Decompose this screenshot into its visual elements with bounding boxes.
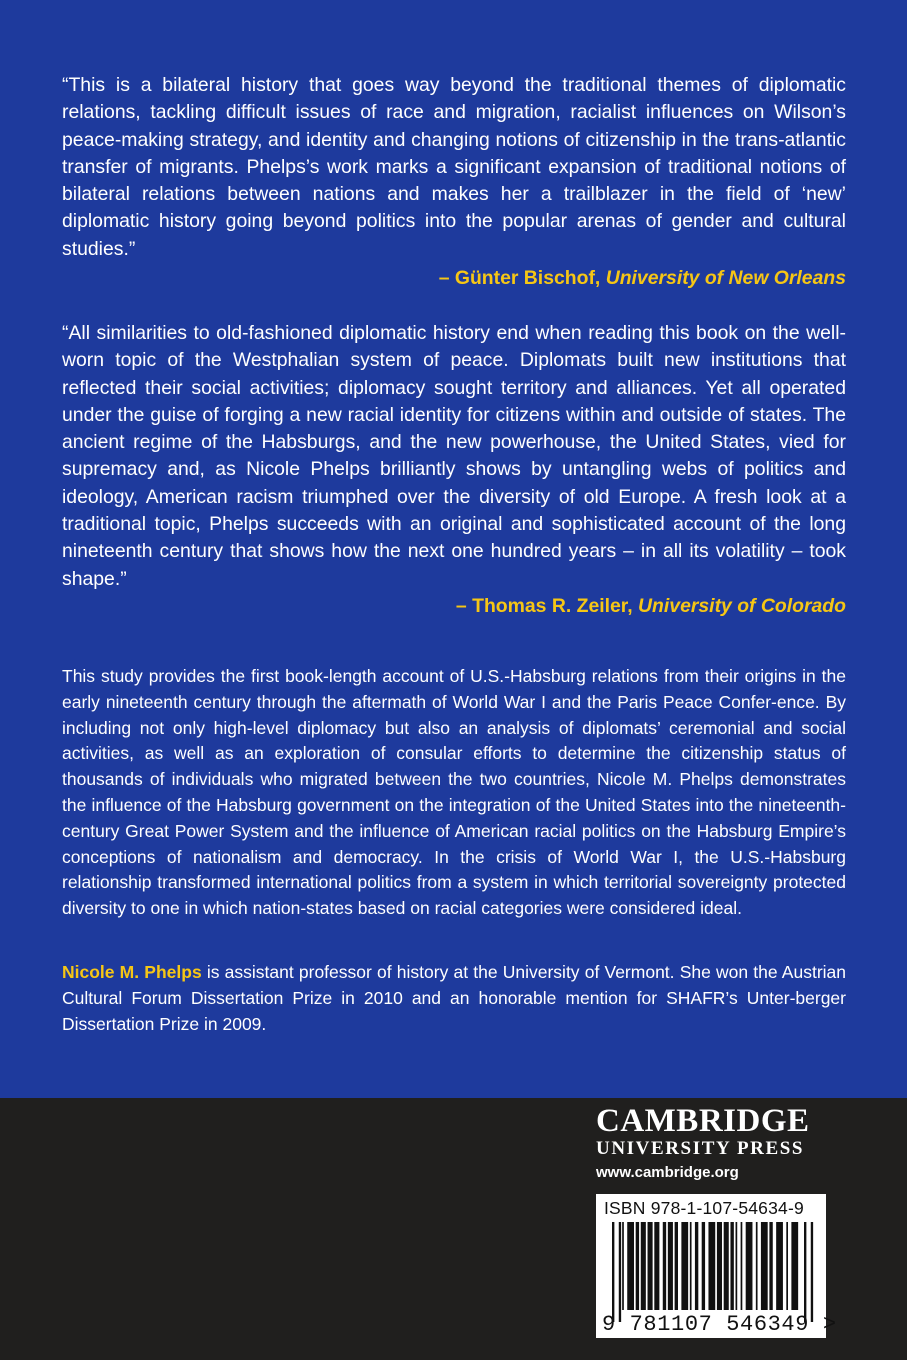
reviewer-institution-1: University of New Orleans [605, 267, 846, 289]
barcode-bar [648, 1222, 653, 1310]
barcode-bar [622, 1222, 624, 1310]
author-bio-text: is assistant professor of history at the University of Vermont. She won the Austrian Cultural Forum Dissertation Prize in 2010 and an honorable mention for SHAFR’s Unter-berger Dissertation Prize in 2009. [62, 962, 847, 1034]
author-name: Nicole M. Phelps [62, 962, 202, 982]
barcode-bar [702, 1222, 705, 1310]
barcode-bar [668, 1222, 673, 1310]
barcode-guard-bar [811, 1222, 813, 1322]
review-quote-1: “This is a bilateral history that goes way beyond the traditional themes of diplomatic relations, tackling difficult issues of race and migration, racialist influences on Wilson’s peace-making strategy, and identity and changing notions of citizenship in the trans-atlantic transfer of migrants. Phelps’s work marks a significant expansion of traditional notions of bilateral relations between nations and makes her a trailblazer in the field of ‘new’ diplomatic history going beyond politics into the popular arenas of gender and cultural studies.” [62, 74, 846, 260]
barcode-bar [769, 1222, 772, 1310]
barcode-bar [724, 1222, 729, 1310]
barcode-bar [695, 1222, 698, 1310]
barcode-bar [741, 1222, 743, 1310]
book-description: This study provides the first book-length account of U.S.-Habsburg relations from their origins in the early nineteenth century through the aftermath of World War I and the Paris Peace Confer-ence. By including not only high-level diplomacy but also an analysis of diplomats’ ceremonial and social activities, as well as an exploration of consular efforts to determine the citizenship status of thousands of individuals who migrated between the two countries, Nicole M. Phelps demonstrates the influence of the Habsburg government on the integration of the United States into the nineteenth-century Great Power System and the influence of American racial politics on the Habsburg Empire’s conceptions of nationalism and democracy. In the crisis of World War I, the U.S.-Habsburg relationship transformed international politics from a system in which territorial sovereignty protected diversity to one in which nation-states based on racial categories were considered ideal. [62, 666, 846, 919]
barcode-bar [761, 1222, 768, 1310]
publisher-block [596, 1104, 826, 1184]
barcode-bar [791, 1222, 798, 1310]
publisher-subtitle: UNIVERSITY PRESS [596, 1138, 805, 1159]
barcode-bar [641, 1222, 646, 1310]
review-attribution-2 [456, 593, 846, 620]
barcode-bar [708, 1222, 715, 1310]
reviewer-name-1: – Günter Bischof, [438, 267, 606, 289]
barcode-guard-bar [804, 1222, 806, 1322]
review-quote-2: “All similarities to old-fashioned diplomatic history end when reading this book on the well-worn topic of the Westphalian system of peace. Diplomats built new institutions that reflected their social activities; diplomacy sought territory and alliances. Yet all operated under the guise of forging a new racial identity for citizens within and outside of states. The ancient regime of the Habsburgs, and the new powerhouse, the United States, vied for supremacy and, as Nicole Phelps brilliantly shows by untangling webs of politics and ideology, American racism triumphed over the diversity of old Europe. A fresh look at a traditional topic, Phelps succeeds with an original and sophisticated account of the long nineteenth century that shows how the next one hundred years – in all its volatility – took shape.” [62, 322, 846, 590]
barcode-bar [756, 1222, 758, 1310]
barcode-bar [654, 1222, 659, 1310]
publisher-url: www.cambridge.org [596, 1164, 739, 1181]
review-attribution-1 [439, 265, 846, 292]
barcode-bar [736, 1222, 738, 1310]
barcode-guard-bar [612, 1222, 614, 1322]
isbn-label: ISBN 978-1-107-54634-9 [604, 1198, 804, 1218]
barcode-bar [627, 1222, 634, 1310]
barcode-bar [690, 1222, 692, 1310]
publisher-name: CAMBRIDGE [596, 1103, 810, 1139]
barcode-guard-bar [619, 1222, 621, 1322]
barcode-bar [636, 1222, 639, 1310]
barcode-bar [776, 1222, 783, 1310]
barcode-digits: 9 781107 546349 > [602, 1312, 837, 1337]
reviewer-institution-2: University of Colorado [638, 595, 846, 617]
barcode-bar [663, 1222, 666, 1310]
barcode-bar [786, 1222, 788, 1310]
barcode-bar [681, 1222, 688, 1310]
reviewer-name-2: – Thomas R. Zeiler, [455, 595, 639, 617]
author-bio [62, 960, 846, 1037]
barcode-bar [730, 1222, 733, 1310]
barcode-bar [717, 1222, 722, 1310]
barcode-panel [596, 1194, 837, 1338]
barcode-bar [675, 1222, 678, 1310]
barcode-bar [746, 1222, 753, 1310]
